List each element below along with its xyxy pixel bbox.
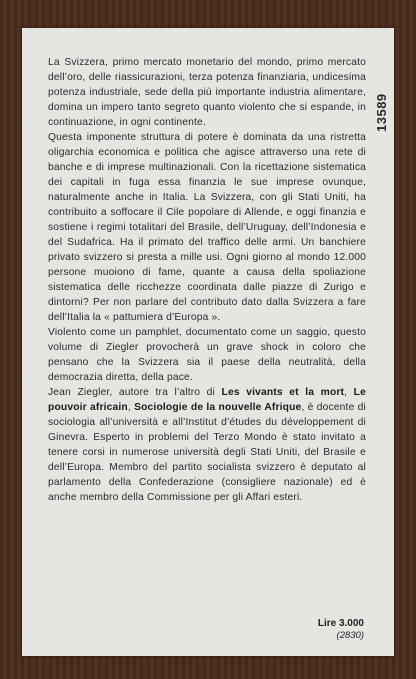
- catalog-number: 13589: [374, 93, 389, 132]
- separator: ,: [344, 387, 354, 398]
- paragraph-intro: La Svizzera, primo mercato monetario del mondo, primo mercato dell’oro, delle riassicurazioni, terza potenza finanziaria, undicesima potenza industriale, sede della più importante industria alimentare, domina un impero tanto segreto quanto violento che si espande, in continuazione, in ogni continente.: [48, 57, 366, 128]
- blurb-text: [48, 55, 366, 505]
- price-amount: Lire 3.000: [317, 618, 364, 629]
- book-title-2: Le pouvoir africain: [48, 387, 366, 413]
- price-block: [318, 618, 364, 642]
- author-bio-rest: , è docente di sociologia all’università e all’Institut d’études du développement di Ginevra. Esperto in problemi del Terzo Mondo è stato invitato a tenere corsi in numerose università degli Stati Uniti, del Brasile e dell’Europa. Membro del partito socialista svizzero è deputato al parlamento della Confederazione (consigliere nazionale) ed è anche membro della Commissione per gli Affari esteri.: [48, 402, 366, 503]
- paragraph-pamphlet: Violento come un pamphlet, documentato come un saggio, questo volume di Ziegler provocherà un grave shock in coloro che pensano che la Svizzera sia il paese della neutralità, della democrazia diretta, della pace.: [48, 327, 366, 383]
- author-intro: Jean Ziegler, autore tra l’altro di: [48, 387, 222, 398]
- book-title-3: Sociologie de la nouvelle Afrique: [134, 402, 302, 413]
- separator: ,: [127, 402, 135, 413]
- paragraph-power-structure: Questa imponente struttura di potere è dominata da una ristretta oligarchia economica e politica che agisce attraverso una rete di banche e di imprese multinazionali. Con la ricettazione sistematica dei capitali in fuga essa finanzia le sue imprese ovunque, naturalmente anche in Italia. La Svizzera, con gli Stati Uniti, ha contribuito a soffocare il Cile popolare di Allende, e oggi finanzia e sostiene i regimi totalitari del Brasile, dell’Uruguay, dell’Indonesia e del Sudafrica. Ha il primato del traffico delle armi. Un banchiere privato svizzero si presta a mille usi. Ogni giorno al mondo 12.000 persone muoiono di fame, quante a causa della spoliazione sistematica delle ricchezze coordinata dalle piazze di Zurigo e dintorni? Per non parlare del contributo dato dalla Svizzera a fare dell’Italia la « pattumiera d’Europa ».: [48, 132, 366, 323]
- paragraph-author-bio: [48, 385, 366, 505]
- book-title-1: Les vivants et la mort: [221, 387, 345, 398]
- book-back-cover: [22, 28, 394, 656]
- price-reference: (2830): [336, 630, 364, 641]
